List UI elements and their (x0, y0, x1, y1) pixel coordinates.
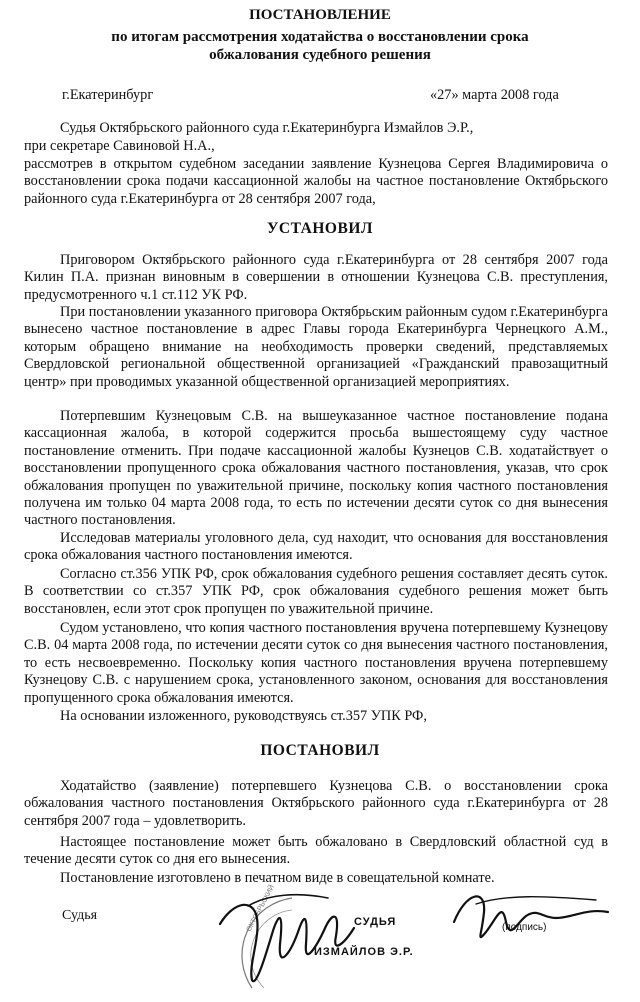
podpis-label: (подпись) (502, 922, 547, 933)
judge-signature-icon (208, 884, 358, 994)
paragraph-grounds: Исследовав материалы уголовного дела, суд находит, что основания для восстановления срока обжалования частного постановления имеются. (24, 530, 608, 564)
paragraph-complaint: Потерпевшим Кузнецовым С.В. на вышеуказанное частное постановление подана кассационная жалоба, в которой содержится просьба вышестоящему суду частное постановление отменить. При подаче кассационной жалобы Кузнецов С.В. ходатайствует о восстановлении пропущенного срока обжалования частного постановления, указав, что срок обжалования пропущен по уважительной причине, поскольку копия частного постановления получена им только 04 марта 2008 года, то есть по истечении десяти суток со дня вынесения частного постановления. (24, 408, 608, 529)
stamp-name: ИЗМАЙЛОВ Э.Р. (314, 946, 414, 958)
svg-text:ОКТЯБРЬСКИЙ: ОКТЯБРЬСКИЙ (245, 884, 276, 933)
paragraph-basis: На основании изложенного, руководствуясь ст.357 УПК РФ, (60, 708, 427, 724)
document-subtitle-line1: по итогам рассмотрения ходатайства о восстановлении срока (111, 29, 529, 45)
document-title: ПОСТАНОВЛЕНИЕ (249, 7, 391, 23)
paragraph-findings: Судом установлено, что копия частного постановления вручена потерпевшему Кузнецову С.В. 04 марта 2008 года, по истечении десяти суток со дня вынесения частного постановления, то есть несвоевременно. Поскольку копия частного постановления вручена потерпевшему Кузнецову С.В. с нарушением срока, установленного законом, основания для восстановления пропущенного срока обжалования имеются. (24, 620, 608, 706)
paragraph-appeal: Настоящее постановление может быть обжаловано в Свердловский областной суд в течение десяти суток со дня его вынесения. (24, 834, 608, 868)
intro-considering: рассмотрев в открытом судебном заседании заявление Кузнецова Сергея Владимировича о восстановлении срока подачи кассационной жалобы на частное постановление Октябрьского районного суда г.Екатеринбурга от 28 сентября 2007 года, (24, 156, 608, 207)
signature-label: Судья (62, 908, 98, 923)
paragraph-verdict: Приговором Октябрьского районного суда г.Екатеринбурга от 28 сентября 2007 года Килин П.А. признан виновным в совершении в отношении Кузнецова С.В. преступления, предусмотренного ч.1 ст.112 УК РФ. (24, 252, 608, 303)
section-heading-resolved: ПОСТАНОВИЛ (260, 742, 380, 759)
intro-secretary: при секретаре Савиновой Н.А., (24, 138, 215, 154)
paragraph-resolution: Ходатайство (заявление) потерпевшего Кузнецова С.В. о восстановлении срока обжалования частного постановления Октябрьского районного суда г.Екатеринбурга от 28 сентября 2007 года – удовлетворить. (24, 778, 608, 829)
stamp-title: СУДЬЯ (354, 916, 397, 928)
intro-judge: Судья Октябрьского районного суда г.Екатеринбурга Измайлов Э.Р., (60, 120, 474, 136)
document-subtitle-line2: обжалования судебного решения (209, 47, 431, 63)
paragraph-law: Согласно ст.356 УПК РФ, срок обжалования судебного решения составляет десять суток. В соответствии со ст.357 УПК РФ, срок обжалования судебного решения может быть восстановлен, если этот срок пропущен по уважительной причине. (24, 566, 608, 617)
paragraph-private-ruling: При постановлении указанного приговора Октябрьским районным судом г.Екатеринбурга вынесено частное постановление в адрес Главы города Екатеринбурга Чернецкого А.М., которым обращено внимание на необходимость проверки сведений, представляемых Свердловской региональной общественной организацией «Гражданский правозащитный центр» при проводимых указанной общественной организацией мероприятиях. (24, 304, 608, 390)
section-heading-established: УСТАНОВИЛ (267, 220, 373, 237)
date: «27» марта 2008 года (430, 87, 559, 103)
city: г.Екатеринбург (62, 87, 154, 103)
paragraph-printed: Постановление изготовлено в печатном виде в совещательной комнате. (60, 870, 495, 886)
